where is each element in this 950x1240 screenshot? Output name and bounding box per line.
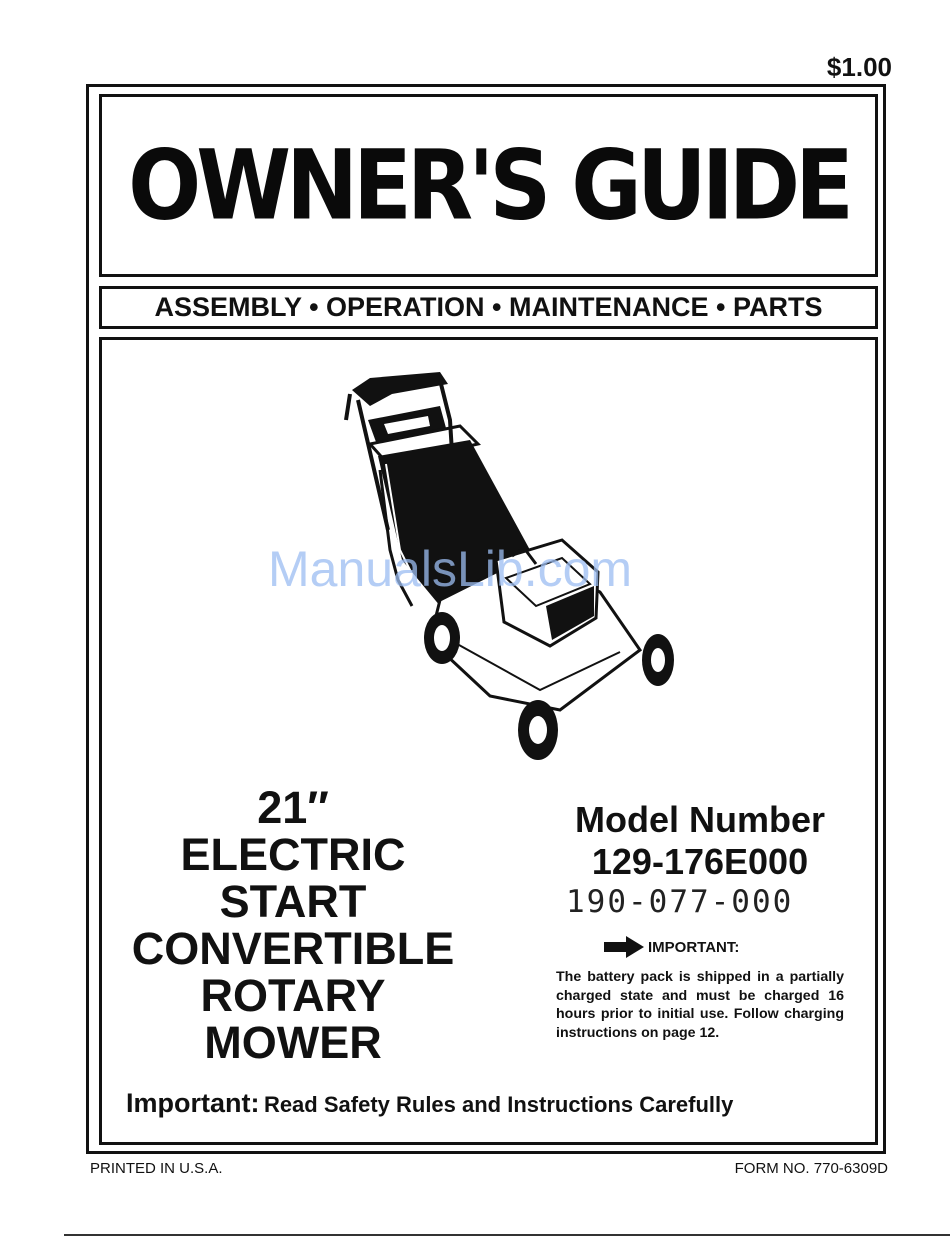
sections-banner xyxy=(99,286,878,329)
watermark: ManualsLib.com xyxy=(268,541,633,597)
important-notice-text: The battery pack is shipped in a partially charged state and must be charged 16 hours prior to initial use. Follow charging instructions on page 12. xyxy=(556,969,844,1041)
important-label: IMPORTANT: xyxy=(648,938,740,956)
bottom-rule xyxy=(64,1234,950,1236)
model-number-label: Model Number xyxy=(574,799,825,840)
arrow-right-icon xyxy=(604,936,644,958)
page-title: OWNER'S GUIDE xyxy=(128,129,849,242)
product-line: START xyxy=(219,876,367,927)
product-description xyxy=(118,784,468,1066)
important-heading xyxy=(604,936,739,958)
product-line: ROTARY xyxy=(200,970,386,1021)
safety-note-lead: Important: xyxy=(126,1088,260,1118)
title-box xyxy=(99,94,878,277)
product-line-size: 21″ xyxy=(257,782,329,833)
safety-note xyxy=(126,1088,733,1119)
form-number: FORM NO. 770-6309D xyxy=(734,1160,888,1177)
model-block xyxy=(555,800,845,882)
product-line: ELECTRIC xyxy=(180,829,406,880)
product-line: MOWER xyxy=(204,1017,382,1068)
price-label: $1.00 xyxy=(826,52,892,82)
model-number-value: 129-176E000 xyxy=(591,841,809,882)
handwritten-model-number: 190-077-000 xyxy=(566,884,794,920)
sections-text: ASSEMBLY • OPERATION • MAINTENANCE • PARTS xyxy=(154,292,823,322)
safety-note-text: Read Safety Rules and Instructions Carefully xyxy=(263,1092,734,1117)
printed-in-label: PRINTED IN U.S.A. xyxy=(90,1160,223,1177)
product-line: CONVERTIBLE xyxy=(131,923,455,974)
